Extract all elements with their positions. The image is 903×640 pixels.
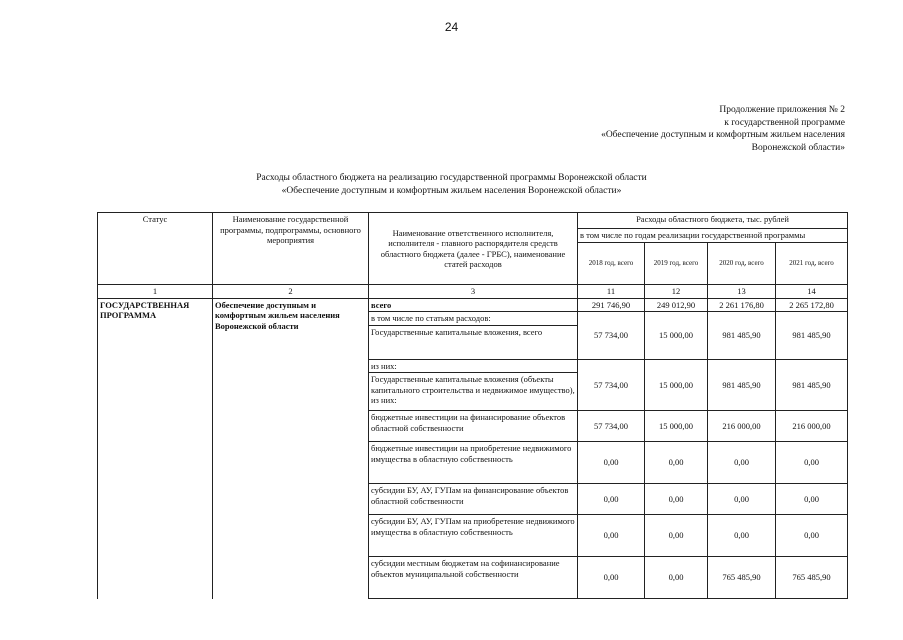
value-2019: 0,00 — [645, 484, 708, 515]
document-title — [0, 172, 903, 197]
row-label: Государственные капитальные вложения, всего — [369, 325, 578, 359]
header-year: 2020 год, всего — [708, 243, 776, 285]
budget-table-wrapper — [97, 212, 847, 599]
row-label: субсидии БУ, АУ, ГУПам на приобретение недвижимого имущества в областную собственность — [369, 515, 578, 557]
value-2018: 57 734,00 — [578, 411, 645, 442]
value-2021: 765 485,90 — [776, 557, 848, 599]
value-2019: 0,00 — [645, 442, 708, 484]
value-2020: 216 000,00 — [708, 411, 776, 442]
value-2018: 57 734,00 — [578, 312, 645, 360]
page-number: 24 — [444, 20, 459, 34]
row-label: всего — [369, 298, 578, 312]
row-label: субсидии БУ, АУ, ГУПам на финансирование объектов областной собственности — [369, 484, 578, 515]
value-2021: 0,00 — [776, 442, 848, 484]
value-2019: 15 000,00 — [645, 411, 708, 442]
appendix-line: к государственной программе — [724, 117, 845, 128]
value-2018: 0,00 — [578, 515, 645, 557]
value-2020: 981 485,90 — [708, 359, 776, 411]
header-executor: Наименование ответственного исполнителя, исполнителя - главного распорядителя средств областного бюджета (далее - ГРБС), наименование статей расходов — [369, 213, 578, 285]
title-line: «Обеспечение доступным и комфортным жильем населения Воронежской области» — [281, 185, 622, 196]
value-2018: 0,00 — [578, 442, 645, 484]
appendix-note — [601, 104, 845, 154]
value-2020: 0,00 — [708, 484, 776, 515]
row-label: бюджетные инвестиции на приобретение недвижимого имущества в областную собственность — [369, 442, 578, 484]
header-program-name: Наименование государственной программы, подпрограммы, основного мероприятия — [213, 213, 369, 285]
header-year: 2019 год, всего — [645, 243, 708, 285]
column-number: 12 — [645, 285, 708, 299]
column-number: 1 — [98, 285, 213, 299]
value-2020: 0,00 — [708, 442, 776, 484]
appendix-line: «Обеспечение доступным и комфортным жильем населения — [601, 130, 845, 140]
column-number: 11 — [578, 285, 645, 299]
header-by-years: в том числе по годам реализации государственной программы — [578, 229, 848, 243]
value-2020: 981 485,90 — [708, 312, 776, 360]
header-status: Статус — [98, 213, 213, 285]
value-2018: 57 734,00 — [578, 359, 645, 411]
value-2019: 249 012,90 — [645, 298, 708, 312]
row-label: из них: — [369, 359, 578, 373]
column-number: 3 — [369, 285, 578, 299]
header-year: 2018 год, всего — [578, 243, 645, 285]
row-label: в том числе по статьям расходов: — [369, 312, 578, 326]
value-2019: 0,00 — [645, 557, 708, 599]
header-expenses: Расходы областного бюджета, тыс. рублей — [578, 213, 848, 229]
value-2019: 15 000,00 — [645, 312, 708, 360]
value-2020: 0,00 — [708, 515, 776, 557]
budget-table — [97, 212, 848, 599]
value-2021: 981 485,90 — [776, 359, 848, 411]
value-2019: 0,00 — [645, 515, 708, 557]
value-2021: 0,00 — [776, 484, 848, 515]
row-label: бюджетные инвестиции на финансирование объектов областной собственности — [369, 411, 578, 442]
value-2018: 291 746,90 — [578, 298, 645, 312]
value-2018: 0,00 — [578, 484, 645, 515]
program-status: ГОСУДАРСТВЕННАЯ ПРОГРАММА — [98, 298, 213, 599]
value-2018: 0,00 — [578, 557, 645, 599]
title-line: Расходы областного бюджета на реализацию государственной программы Воронежской области — [256, 173, 647, 183]
value-2021: 2 265 172,80 — [776, 298, 848, 312]
header-year: 2021 год, всего — [776, 243, 848, 285]
column-number: 14 — [776, 285, 848, 299]
column-number: 13 — [708, 285, 776, 299]
table-row — [98, 298, 848, 312]
value-2021: 0,00 — [776, 515, 848, 557]
value-2019: 15 000,00 — [645, 359, 708, 411]
row-label: субсидии местным бюджетам на софинансирование объектов муниципальной собственности — [369, 557, 578, 599]
value-2021: 981 485,90 — [776, 312, 848, 360]
value-2021: 216 000,00 — [776, 411, 848, 442]
row-label: Государственные капитальные вложения (объекты капитального строительства и недвижимое имущество), из них: — [369, 373, 578, 411]
appendix-line: Продолжение приложения № 2 — [719, 105, 845, 115]
program-name: Обеспечение доступным и комфортным жильем населения Воронежской области — [213, 298, 369, 599]
appendix-line: Воронежской области» — [751, 142, 845, 153]
value-2020: 2 261 176,80 — [708, 298, 776, 312]
value-2020: 765 485,90 — [708, 557, 776, 599]
column-number: 2 — [213, 285, 369, 299]
